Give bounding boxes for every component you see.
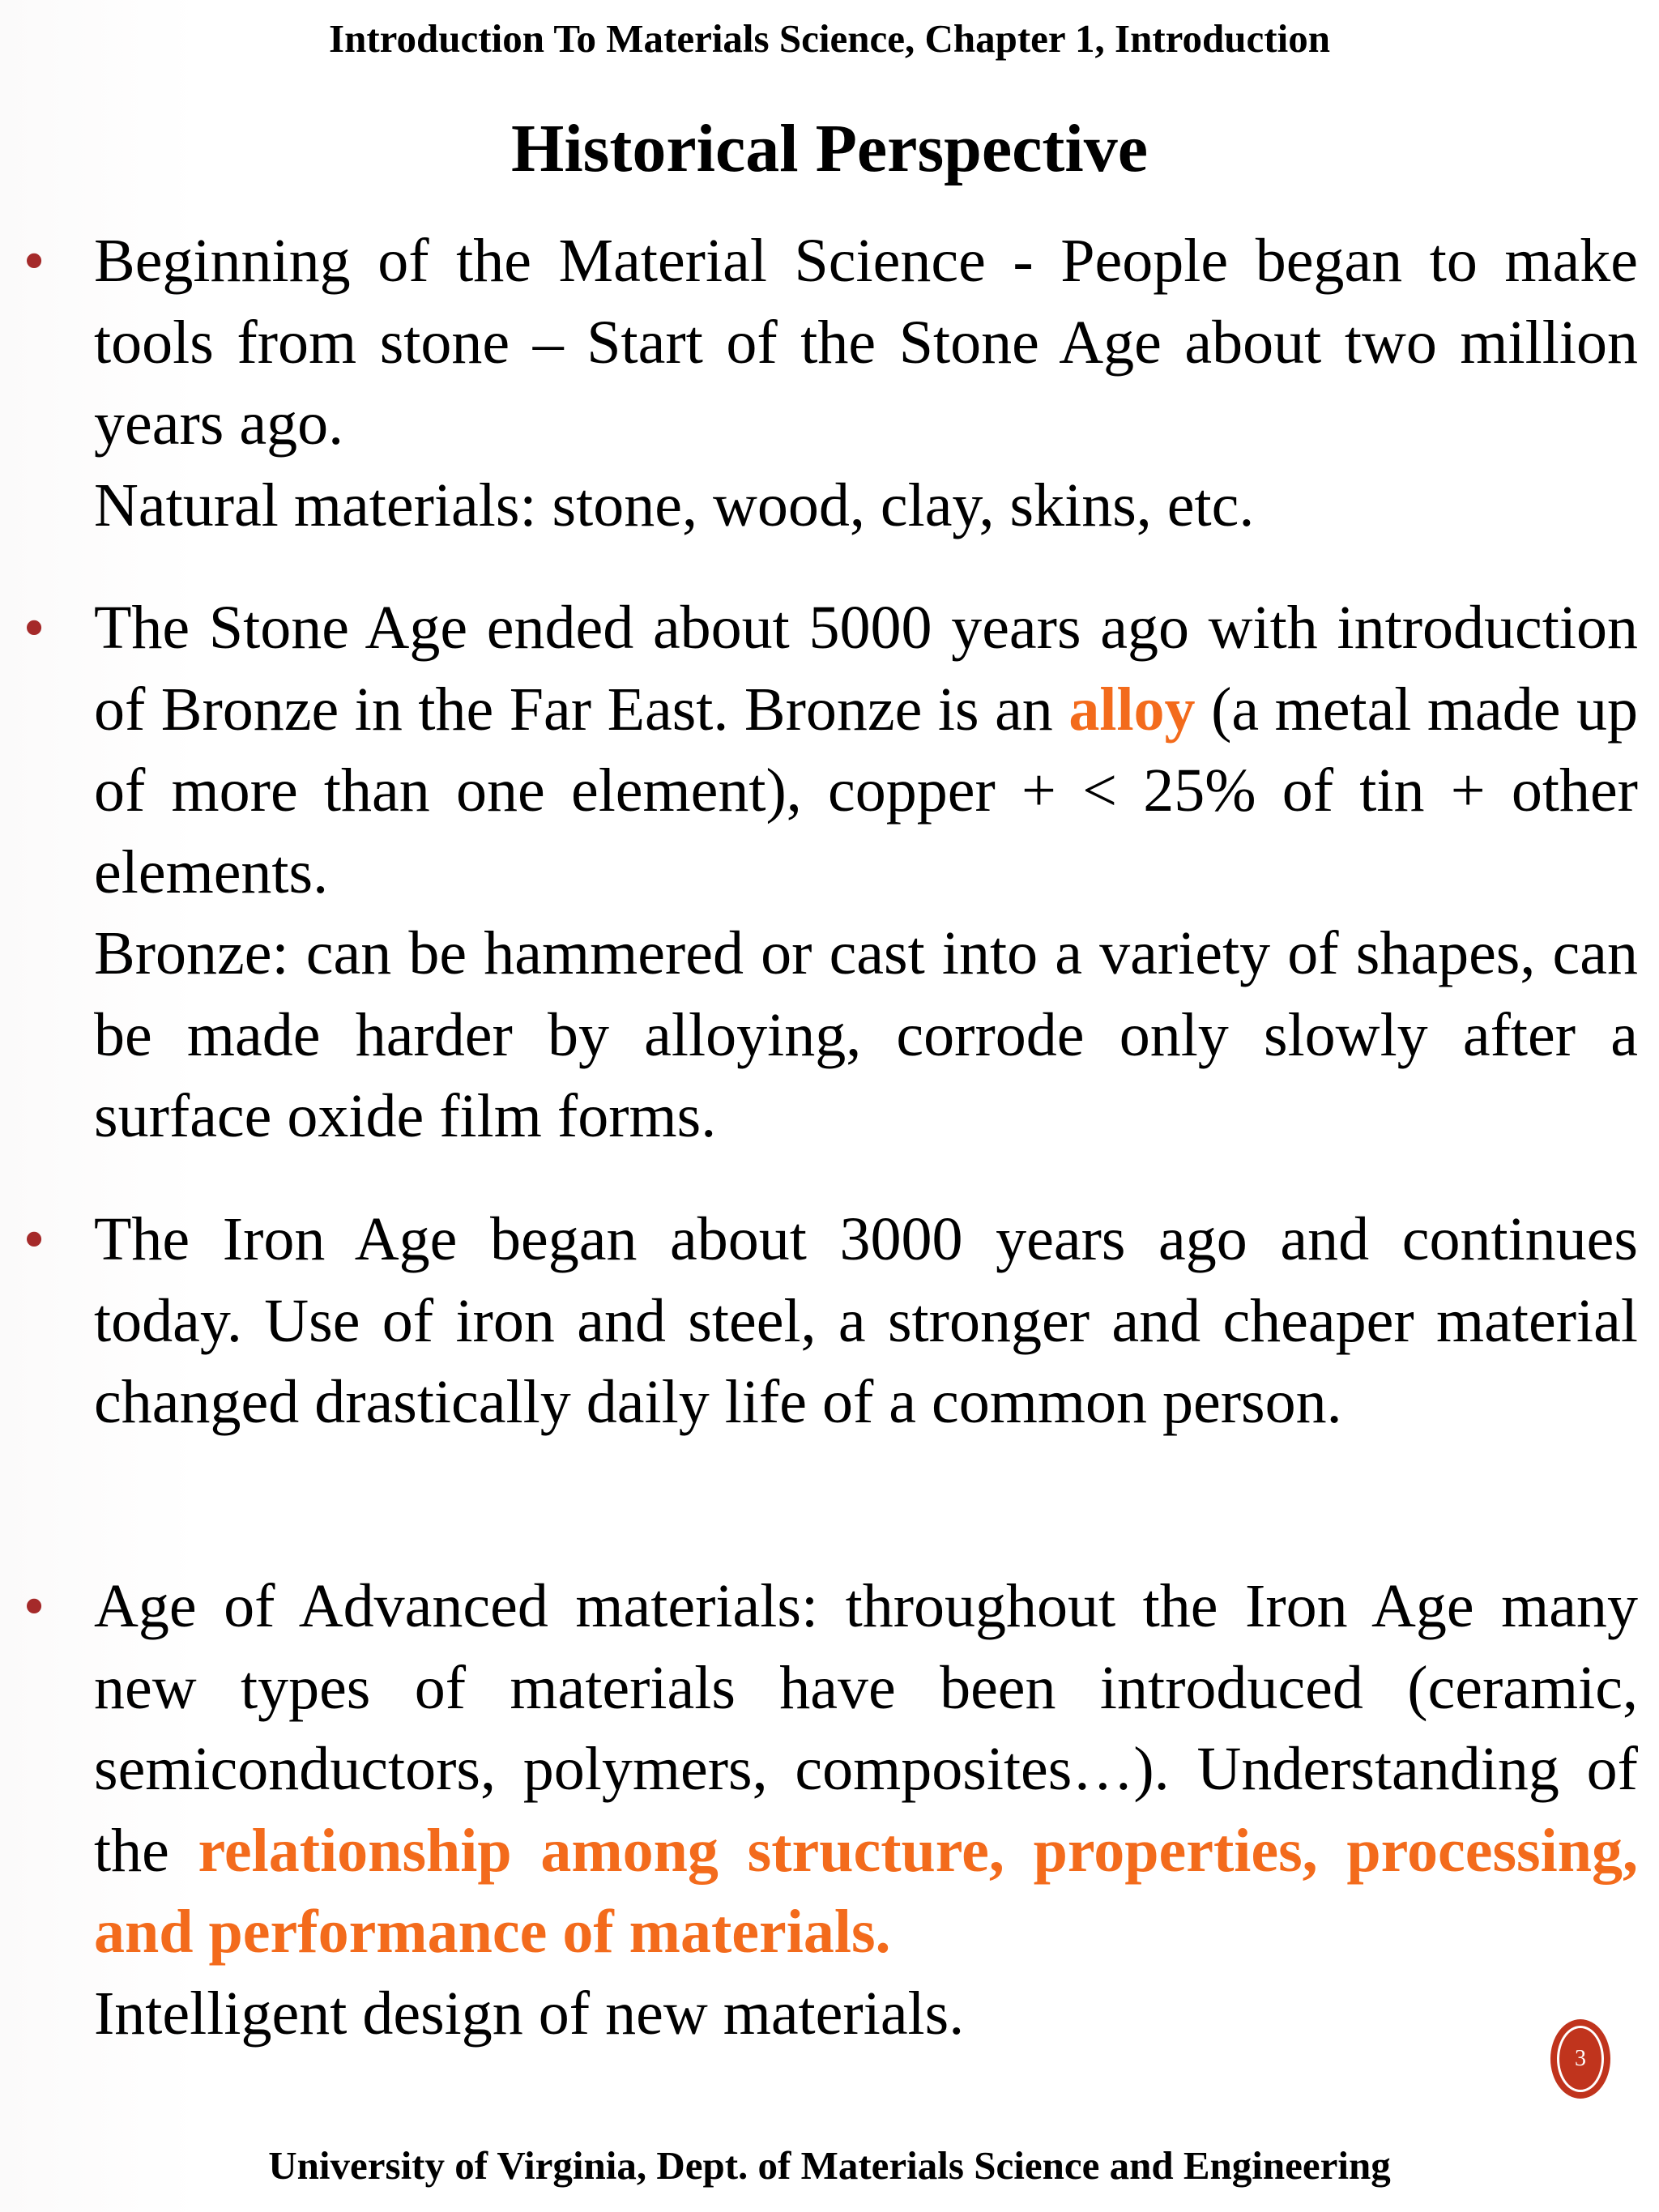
highlight-relationship-phrase: relationship among structure, properties, processing, and performance of materials xyxy=(94,1816,1638,1966)
bullet-marker: • xyxy=(23,227,45,295)
bullet-text: Beginning of the Material Science - People began to make tools from stone – Start of the Stone Age about two million years ago. xyxy=(94,227,1638,458)
bullet-text-continuation: Natural materials: stone, wood, clay, skins, etc. xyxy=(94,471,1255,539)
bullet-stone-age xyxy=(94,220,1638,546)
bullet-marker: • xyxy=(23,1572,45,1640)
slide-title: Historical Perspective xyxy=(510,111,1149,186)
bullet-marker: • xyxy=(23,594,45,662)
bullet-text: The Iron Age began about 3000 years ago and continues today. Use of iron and steel, a stronger and cheaper material changed drastically daily life of a common person. xyxy=(94,1205,1638,1436)
page-number: 3 xyxy=(1557,2026,1604,2092)
bullet-text-continuation: Bronze: can be hammered or cast into a variety of shapes, can be made harder by alloying, corrode only slowly after a surface oxide film forms. xyxy=(94,919,1638,1150)
page-number-badge xyxy=(1550,2019,1610,2099)
highlight-period: . xyxy=(875,1898,891,1966)
highlight-term-alloy: alloy xyxy=(1068,675,1196,744)
bullet-text-part: (a metal made up of more than one element), copper + < 25% of tin + other elements. xyxy=(94,675,1639,906)
bullet-bronze-age xyxy=(94,587,1638,1157)
bullet-marker: • xyxy=(23,1205,45,1273)
bullet-text-part: Age of Advanced materials: throughout the Iron Age many new types of materials have been introduced (ceramic, semiconductors, polymers, composites…). Understanding of the xyxy=(94,1572,1638,1885)
bullet-text xyxy=(94,1566,1638,1973)
bullet-advanced-materials xyxy=(94,1566,1638,2054)
institution-footer: University of Virginia, Dept. of Materials Science and Engineering xyxy=(268,2143,1391,2188)
bullet-text-continuation: Intelligent design of new materials. xyxy=(94,1979,965,2048)
bullet-text xyxy=(94,587,1638,913)
course-header: Introduction To Materials Science, Chapter 1, Introduction xyxy=(329,16,1330,61)
bullet-text-part: The Stone Age ended about 5000 years ago with introduction of Bronze in the Far East. Bronze is an xyxy=(94,594,1638,744)
bullet-iron-age xyxy=(94,1199,1638,1443)
